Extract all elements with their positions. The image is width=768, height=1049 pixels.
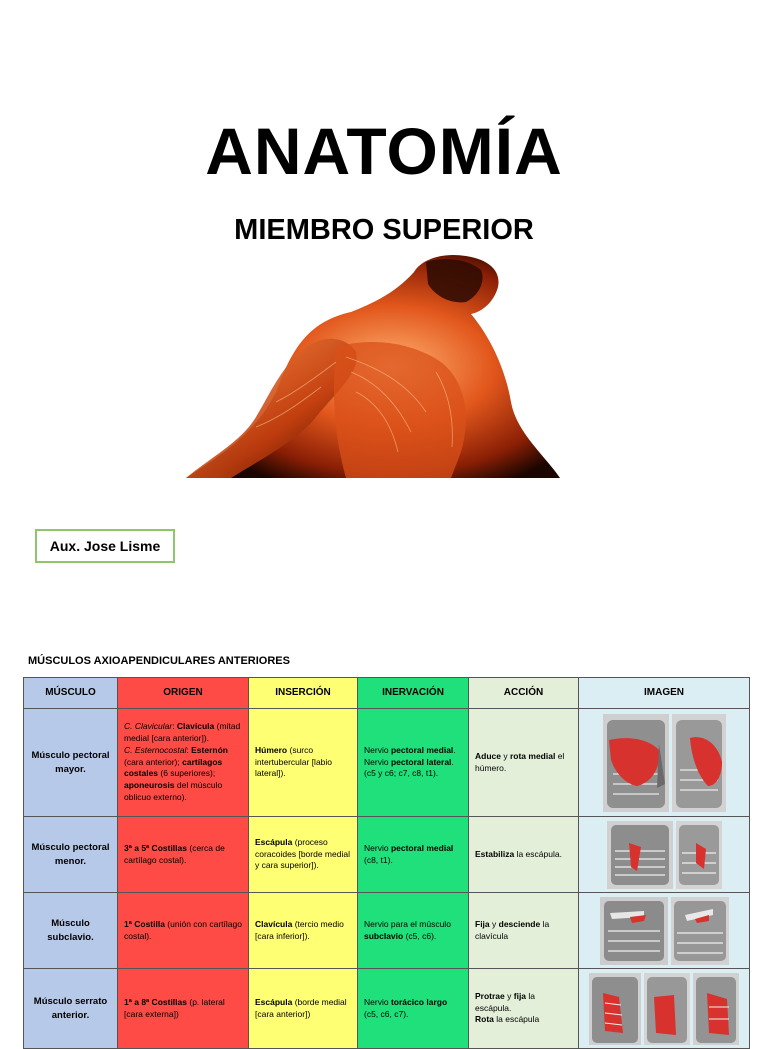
action-cell: Aduce y rota medial el húmero. (469, 709, 579, 817)
header-origen: ORIGEN (118, 678, 249, 709)
image-group (581, 714, 747, 812)
image-group (581, 897, 747, 965)
origin-cell: 1ª a 8ª Costillas (p. lateral [cara externa]) (118, 969, 249, 1049)
image-cell (579, 969, 750, 1049)
muscular-torso-illustration (186, 252, 560, 478)
image-cell (579, 893, 750, 969)
header-insercion: INSERCIÓN (249, 678, 358, 709)
anatomy-muscle-illustration (693, 973, 739, 1045)
anatomy-muscle-illustration (672, 714, 726, 812)
innervation-cell: Nervio pectoral medial. Nervio pectoral lateral. (c5 y c6; c7, c8, t1). (358, 709, 469, 817)
table-header-row (24, 678, 750, 709)
header-musculo: MÚSCULO (24, 678, 118, 709)
table-row (24, 709, 750, 817)
muscle-name: Músculo serrato anterior. (24, 969, 118, 1049)
anatomy-muscle-illustration (589, 973, 641, 1045)
muscle-table (23, 677, 750, 1049)
muscle-name: Músculo subclavio. (24, 893, 118, 969)
innervation-cell: Nervio pectoral medial (c8, t1). (358, 817, 469, 893)
header-accion: ACCIÓN (469, 678, 579, 709)
anatomy-muscle-illustration (607, 821, 673, 889)
muscle-name: Músculo pectoral mayor. (24, 709, 118, 817)
document-title: ANATOMÍA (205, 114, 563, 188)
action-cell: Estabiliza la escápula. (469, 817, 579, 893)
image-cell (579, 817, 750, 893)
origin-cell: C. Clavicular: Clavícula (mitad medial [cara anterior]). C. Esternocostal: Esternón (cara anterior); cartílagos costales (6 superiores); aponeurosis del músculo oblicuo externo). (118, 709, 249, 817)
insertion-cell: Clavícula (tercio medio [cara inferior]). (249, 893, 358, 969)
action-cell: Protrae y fija la escápula. Rota la escápula (469, 969, 579, 1049)
image-group (581, 821, 747, 889)
muscle-name: Músculo pectoral menor. (24, 817, 118, 893)
insertion-cell: Escápula (borde medial [cara anterior]) (249, 969, 358, 1049)
anatomy-muscle-illustration (671, 897, 729, 965)
innervation-cell: Nervio torácico largo (c5, c6, c7). (358, 969, 469, 1049)
table-row (24, 969, 750, 1049)
image-cell (579, 709, 750, 817)
anatomy-muscle-illustration (676, 821, 722, 889)
origin-cell: 3ª a 5ª Costillas (cerca de cartílago costal). (118, 817, 249, 893)
anatomy-muscle-illustration (600, 897, 668, 965)
table-row (24, 893, 750, 969)
anatomy-muscle-illustration (644, 973, 690, 1045)
insertion-cell: Húmero (surco intertubercular [labio lateral]). (249, 709, 358, 817)
origin-cell: 1ª Costilla (unión con cartílago costal). (118, 893, 249, 969)
table-row (24, 817, 750, 893)
image-group (581, 973, 747, 1045)
anatomy-muscle-illustration (603, 714, 669, 812)
header-imagen: IMAGEN (579, 678, 750, 709)
header-inervacion: INERVACIÓN (358, 678, 469, 709)
innervation-cell: Nervio para el músculo subclavio (c5, c6). (358, 893, 469, 969)
action-cell: Fija y desciende la clavícula (469, 893, 579, 969)
section-title: MÚSCULOS AXIOAPENDICULARES ANTERIORES (28, 655, 290, 667)
insertion-cell: Escápula (proceso coracoides [borde medial y cara superior]). (249, 817, 358, 893)
author-label: Aux. Jose Lisme (35, 529, 175, 563)
document-subtitle: MIEMBRO SUPERIOR (234, 214, 534, 246)
